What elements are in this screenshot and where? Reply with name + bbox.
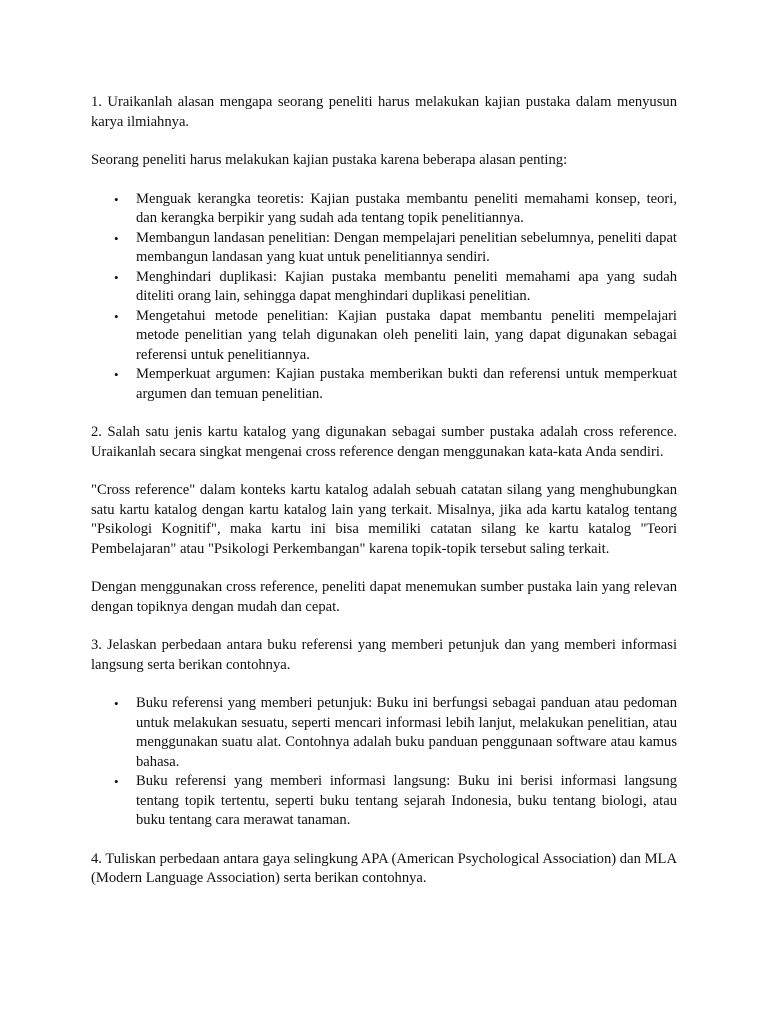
bullet-icon: •: [114, 191, 119, 207]
answer-2-paragraph-1: "Cross reference" dalam konteks kartu katalog adalah sebuah catatan silang yang menghubungkan satu kartu katalog dengan kartu katalog lain yang terkait. Misalnya, jika ada kartu katalog tentang "Psikologi Kognitif", maka kartu ini bisa memiliki catatan silang ke kartu katalog "Teori Pembelajaran" atau "Psikologi Perkembangan" karena topik-topik tersebut saling terkait.: [91, 482, 677, 557]
bullet-icon: •: [114, 269, 119, 285]
question-1: 1. Uraikanlah alasan mengapa seorang peneliti harus melakukan kajian pustaka dalam menyusun karya ilmiahnya.: [91, 94, 677, 130]
bullet-icon: •: [114, 367, 119, 382]
list-item-text: Menghindari duplikasi: Kajian pustaka membantu peneliti memahami apa yang sudah diteliti orang lain, sehingga dapat menghindari duplikasi penelitian.: [136, 268, 677, 304]
list-item-text: Membangun landasan penelitian: Dengan mempelajari penelitian sebelumnya, peneliti dapat membangun landasan yang kuat untuk penelitiannya sendiri.: [136, 229, 677, 265]
list-item-text: Memperkuat argumen: Kajian pustaka memberikan bukti dan referensi untuk memperkuat argumen dan temuan penelitian.: [136, 366, 677, 402]
answer-3-list: [91, 694, 677, 831]
answer-1-list: [91, 190, 677, 405]
question-3: 3. Jelaskan perbedaan antara buku referensi yang memberi petunjuk dan yang memberi informasi langsung serta berikan contohnya.: [91, 637, 677, 673]
list-item: [114, 772, 677, 831]
bullet-icon: •: [114, 696, 119, 711]
list-item: [114, 229, 677, 268]
list-item-text: Buku referensi yang memberi informasi langsung: Buku ini berisi informasi langsung tentang topik tertentu, seperti buku tentang sejarah Indonesia, buku tentang biologi, atau buku tentang cara merawat tanaman.: [136, 773, 677, 828]
bullet-icon: •: [114, 308, 119, 324]
question-2: 2. Salah satu jenis kartu katalog yang digunakan sebagai sumber pustaka adalah cross reference. Uraikanlah secara singkat mengenai cross reference dengan menggunakan kata-kata Anda sendiri.: [91, 424, 677, 460]
document-page: [91, 93, 677, 908]
bullet-icon: •: [114, 230, 119, 246]
answer-1-intro: Seorang peneliti harus melakukan kajian pustaka karena beberapa alasan penting:: [91, 152, 568, 168]
bullet-icon: •: [114, 774, 119, 789]
list-item: [114, 307, 677, 366]
list-item: [114, 694, 677, 772]
list-item: [114, 268, 677, 307]
list-item-text: Menguak kerangka teoretis: Kajian pustaka membantu peneliti memahami konsep, teori, dan kerangka berpikir yang sudah ada tentang topik penelitiannya.: [136, 190, 677, 226]
list-item: [114, 365, 677, 404]
list-item-text: Mengetahui metode penelitian: Kajian pustaka dapat membantu peneliti mempelajari metode penelitian yang telah digunakan oleh peneliti lain, yang dapat digunakan sebagai referensi untuk penelitiannya.: [136, 307, 677, 363]
answer-2-paragraph-2: Dengan menggunakan cross reference, peneliti dapat menemukan sumber pustaka lain yang relevan dengan topiknya dengan mudah dan cepat.: [91, 579, 677, 615]
list-item: [114, 190, 677, 229]
list-item-text: Buku referensi yang memberi petunjuk: Buku ini berfungsi sebagai panduan atau pedoman untuk melakukan sesuatu, seperti mencari informasi lebih lanjut, melakukan penelitian, atau menggunakan suatu alat. Contohnya adalah buku panduan penggunaan software atau kamus bahasa.: [136, 695, 677, 770]
question-4: 4. Tuliskan perbedaan antara gaya selingkung APA (American Psychological Association) dan MLA (Modern Language Association) serta berikan contohnya.: [91, 850, 677, 886]
